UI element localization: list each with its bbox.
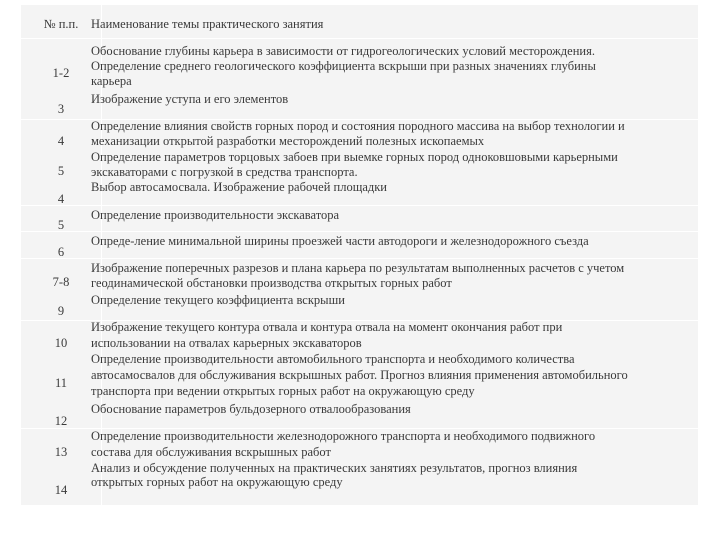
topic-line: автосамосвалов для обслуживания вскрышных работ. Прогноз влияния применения автомобильного bbox=[91, 368, 628, 382]
topic-line: Обоснование параметров бульдозерного отвалообразования bbox=[91, 402, 411, 416]
topic-line: механизации открытой разработки месторождений полезных ископаемых bbox=[91, 134, 485, 148]
row-divider bbox=[21, 205, 698, 206]
row-number: 13 bbox=[54, 445, 68, 459]
row-number: 7-8 bbox=[52, 275, 70, 289]
topic-line: Опреде-ление минимальной ширины проезжей части автодороги и железнодорожного съезда bbox=[91, 234, 589, 248]
row-number: 1-2 bbox=[52, 66, 70, 80]
row-divider bbox=[21, 38, 698, 39]
header-topic-name: Наименование темы практического занятия bbox=[91, 17, 324, 31]
topic-line: Определение производительности экскаватора bbox=[91, 208, 340, 222]
topic-line: Изображение уступа и его элементов bbox=[91, 92, 289, 106]
topic-line: транспорта при ведении открытых горных работ на окружающую среду bbox=[91, 384, 475, 398]
topics-table bbox=[21, 5, 698, 505]
topic-line: Определение текущего коэффициента вскрыши bbox=[91, 293, 345, 307]
row-number: 10 bbox=[54, 336, 68, 350]
topic-line: Определение влияния свойств горных пород и состояния породного массива на выбор технологии и bbox=[91, 119, 625, 133]
topic-line: Выбор автосамосвала. Изображение рабочей площадки bbox=[91, 180, 387, 194]
topic-line: Определение производительности железнодорожного транспорта и необходимого подвижного bbox=[91, 429, 596, 443]
topic-line: Определение среднего геологического коэффициента вскрыши при разных значениях глубины bbox=[91, 59, 596, 73]
row-number: 4 bbox=[57, 192, 65, 206]
topic-line: Изображение поперечных разрезов и плана карьера по результатам выполненных расчетов с учетом bbox=[91, 261, 625, 275]
row-number: 3 bbox=[57, 102, 65, 116]
topic-line: карьера bbox=[91, 74, 132, 88]
topic-line: экскаваторами с погрузкой в средства транспорта. bbox=[91, 165, 358, 179]
topic-line: Определение параметров торцовых забоев при выемке горных пород одноковшовыми карьерными bbox=[91, 150, 618, 164]
topic-line: Обоснование глубины карьера в зависимости от гидрогеологических условий месторождения. bbox=[91, 44, 595, 58]
topic-line: открытых горных работ на окружающую среду bbox=[91, 475, 343, 489]
row-number: 5 bbox=[57, 164, 65, 178]
row-number: 11 bbox=[54, 376, 68, 390]
header-number: № п.п. bbox=[43, 17, 79, 31]
topic-line: состава для обслуживания вскрышных работ bbox=[91, 445, 331, 459]
row-number: 5 bbox=[57, 218, 65, 232]
row-number: 4 bbox=[57, 134, 65, 148]
row-number: 6 bbox=[57, 245, 65, 259]
topic-line: использовании на отвалах карьерных экскаваторов bbox=[91, 336, 362, 350]
row-divider bbox=[21, 231, 698, 232]
topic-line: Изображение текущего контура отвала и контура отвала на момент окончания работ при bbox=[91, 320, 563, 334]
row-number: 12 bbox=[54, 414, 68, 428]
row-number: 9 bbox=[57, 304, 65, 318]
row-number: 14 bbox=[54, 483, 68, 497]
row-divider bbox=[21, 258, 698, 259]
topic-line: Анализ и обсуждение полученных на практических занятиях результатов, прогноз влияния bbox=[91, 461, 578, 475]
topic-line: Определение производительности автомобильного транспорта и необходимого количества bbox=[91, 352, 575, 366]
topic-line: геодинамической обстановки производства открытых горных работ bbox=[91, 276, 452, 290]
